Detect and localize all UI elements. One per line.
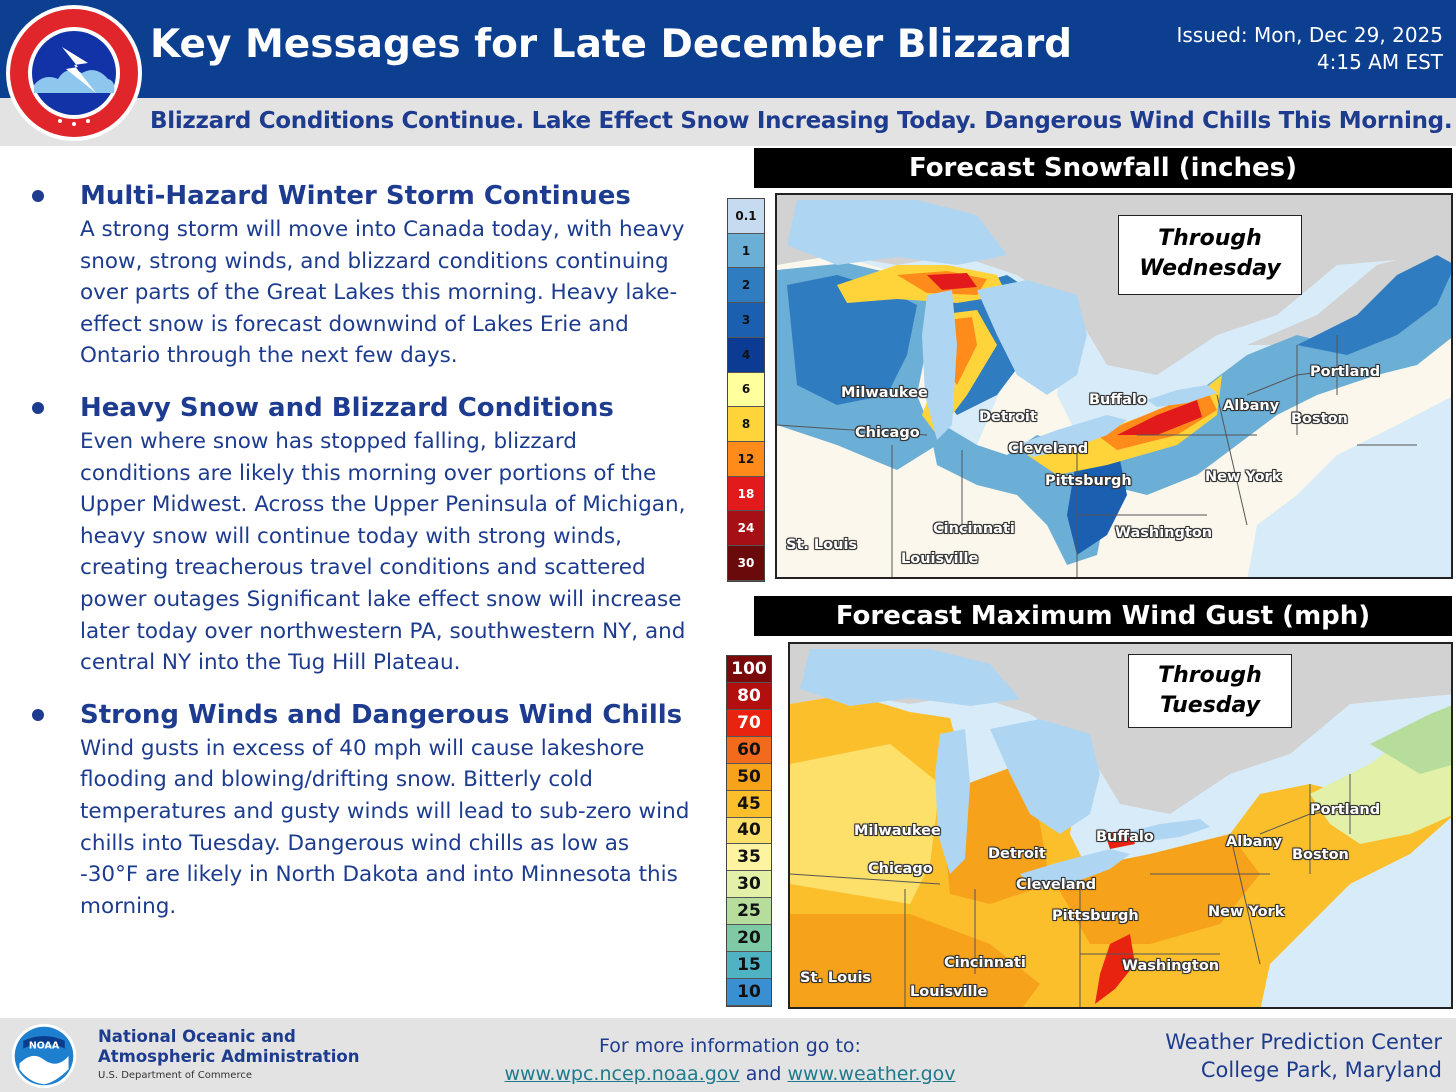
legend-cell: 6 [728, 373, 764, 408]
legend-cell: 100 [727, 656, 771, 683]
city-label: Detroit [988, 846, 1046, 862]
city-label: Portland [1310, 802, 1381, 818]
legend-cell: 60 [727, 737, 771, 764]
issued-time [1176, 22, 1443, 76]
snow-map-title: Forecast Snowfall (inches) [754, 148, 1452, 188]
city-label: Pittsburgh [1052, 908, 1139, 924]
legend-cell: 50 [727, 764, 771, 791]
snow-map [775, 193, 1453, 579]
issued-clock: 4:15 AM EST [1316, 50, 1443, 74]
legend-cell: 4 [728, 338, 764, 373]
weather-gov-link[interactable]: www.weather.gov [787, 1063, 956, 1085]
city-label: New York [1205, 469, 1282, 485]
city-label: Albany [1223, 398, 1280, 414]
center-location: College Park, Maryland [1200, 1058, 1442, 1082]
city-label: Cleveland [1016, 877, 1097, 893]
message-heading: Multi-Hazard Winter Storm Continues [80, 181, 631, 211]
snow-period-line2: Wednesday [1139, 256, 1281, 281]
city-label: Portland [1310, 364, 1381, 380]
nws-logo-icon [4, 3, 144, 143]
legend-cell: 0.1 [728, 199, 764, 234]
agency-name-line2: Atmospheric Administration [98, 1047, 360, 1066]
city-label: Boston [1292, 847, 1349, 863]
city-label: St. Louis [786, 537, 858, 553]
message-body: A strong storm will move into Canada today, with heavy snow, strong winds, and blizzard conditions continuing over parts of the Great Lakes this morning. Heavy lake-effect snow is forecast downwind of Lakes Erie and Ontario through the next few days. [80, 217, 685, 369]
footer [0, 1018, 1456, 1092]
city-label: Chicago [868, 861, 933, 877]
city-label: Louisville [910, 984, 988, 1000]
legend-cell: 80 [727, 683, 771, 710]
bullet-dot-icon [32, 402, 44, 414]
city-label: Cleveland [1008, 441, 1089, 457]
snow-legend [727, 198, 765, 582]
legend-cell: 25 [727, 898, 771, 925]
wind-period-line2: Tuesday [1159, 693, 1261, 718]
wind-map [788, 642, 1453, 1009]
city-label: Cincinnati [944, 955, 1026, 971]
agency-name [98, 1027, 360, 1067]
legend-cell: 18 [728, 477, 764, 512]
legend-cell: 40 [727, 818, 771, 845]
noaa-logo-text: NOAA [28, 1040, 60, 1052]
legend-cell: 1 [728, 234, 764, 269]
noaa-logo-icon [8, 1022, 80, 1090]
city-label: St. Louis [800, 970, 872, 986]
legend-cell: 2 [728, 268, 764, 303]
city-label: New York [1208, 904, 1285, 920]
legend-cell: 70 [727, 710, 771, 737]
city-label: Boston [1291, 411, 1348, 427]
message-body: Even where snow has stopped falling, blizzard conditions are likely this morning over portions of the Upper Midwest. Across the Upper Peninsula of Michigan, heavy snow will continue today with strong winds, creating treacherous travel conditions and scattered power outages Significant lake effect snow will increase later today over northwestern PA, southwestern NY, and central NY into the Tug Hill Plateau. [80, 428, 686, 676]
city-label: Milwaukee [854, 823, 941, 839]
wind-period-box [1128, 654, 1292, 728]
city-label: Milwaukee [841, 385, 928, 401]
city-label: Cincinnati [933, 521, 1015, 537]
legend-cell: 30 [728, 546, 764, 581]
more-info-label: For more information go to: [599, 1035, 861, 1057]
page-title: Key Messages for Late December Blizzard [150, 22, 1073, 67]
legend-cell: 30 [727, 871, 771, 898]
bullet-dot-icon [32, 709, 44, 721]
and-text: and [745, 1063, 782, 1085]
legend-cell: 12 [728, 442, 764, 477]
wind-period-line1: Through [1158, 663, 1262, 688]
message-item [30, 390, 690, 679]
message-item [30, 697, 690, 923]
wind-map-title: Forecast Maximum Wind Gust (mph) [754, 596, 1452, 636]
snow-period-box [1118, 215, 1302, 295]
city-label: Buffalo [1096, 829, 1154, 845]
legend-cell: 20 [727, 925, 771, 952]
issued-date: Issued: Mon, Dec 29, 2025 [1176, 23, 1443, 47]
legend-cell: 45 [727, 791, 771, 818]
legend-cell: 35 [727, 844, 771, 871]
city-label: Louisville [901, 551, 979, 567]
more-info-links [480, 1060, 980, 1088]
city-label: Pittsburgh [1045, 473, 1132, 489]
more-info [480, 1032, 980, 1088]
agency-name-line1: National Oceanic and [98, 1027, 296, 1046]
city-label: Chicago [855, 425, 920, 441]
city-label: Buffalo [1089, 392, 1147, 408]
header-bar [0, 0, 1456, 98]
message-item [30, 178, 690, 372]
wind-legend [726, 655, 772, 1007]
center-name: Weather Prediction Center [1165, 1030, 1442, 1054]
city-label: Washington [1122, 958, 1220, 974]
message-heading: Heavy Snow and Blizzard Conditions [80, 392, 614, 423]
key-messages [30, 178, 690, 940]
city-label: Washington [1115, 525, 1213, 541]
legend-cell: 15 [727, 952, 771, 979]
legend-cell: 10 [727, 979, 771, 1006]
message-body: Wind gusts in excess of 40 mph will cause lakeshore flooding and blowing/drifting snow. Bitterly cold temperatures and gusty winds will lead to sub-zero wind chills into Tuesday. Dangerous wind chills as low as -30°F are likely in North Dakota and into Minnesota this morning. [80, 735, 690, 919]
city-label: Albany [1226, 834, 1283, 850]
wpc-link[interactable]: www.wpc.ncep.noaa.gov [504, 1063, 740, 1085]
issuing-center [1165, 1028, 1442, 1084]
legend-cell: 24 [728, 511, 764, 546]
agency-department: U.S. Department of Commerce [98, 1070, 252, 1081]
subtitle: Blizzard Conditions Continue. Lake Effect Snow Increasing Today. Dangerous Wind Chills This Morning. [150, 108, 1453, 134]
snow-period-line1: Through [1158, 226, 1262, 251]
subtitle-bar [0, 98, 1456, 146]
message-heading: Strong Winds and Dangerous Wind Chills [80, 699, 683, 730]
city-label: Detroit [979, 409, 1037, 425]
legend-cell: 8 [728, 407, 764, 442]
bullet-dot-icon [32, 190, 44, 202]
legend-cell: 3 [728, 303, 764, 338]
